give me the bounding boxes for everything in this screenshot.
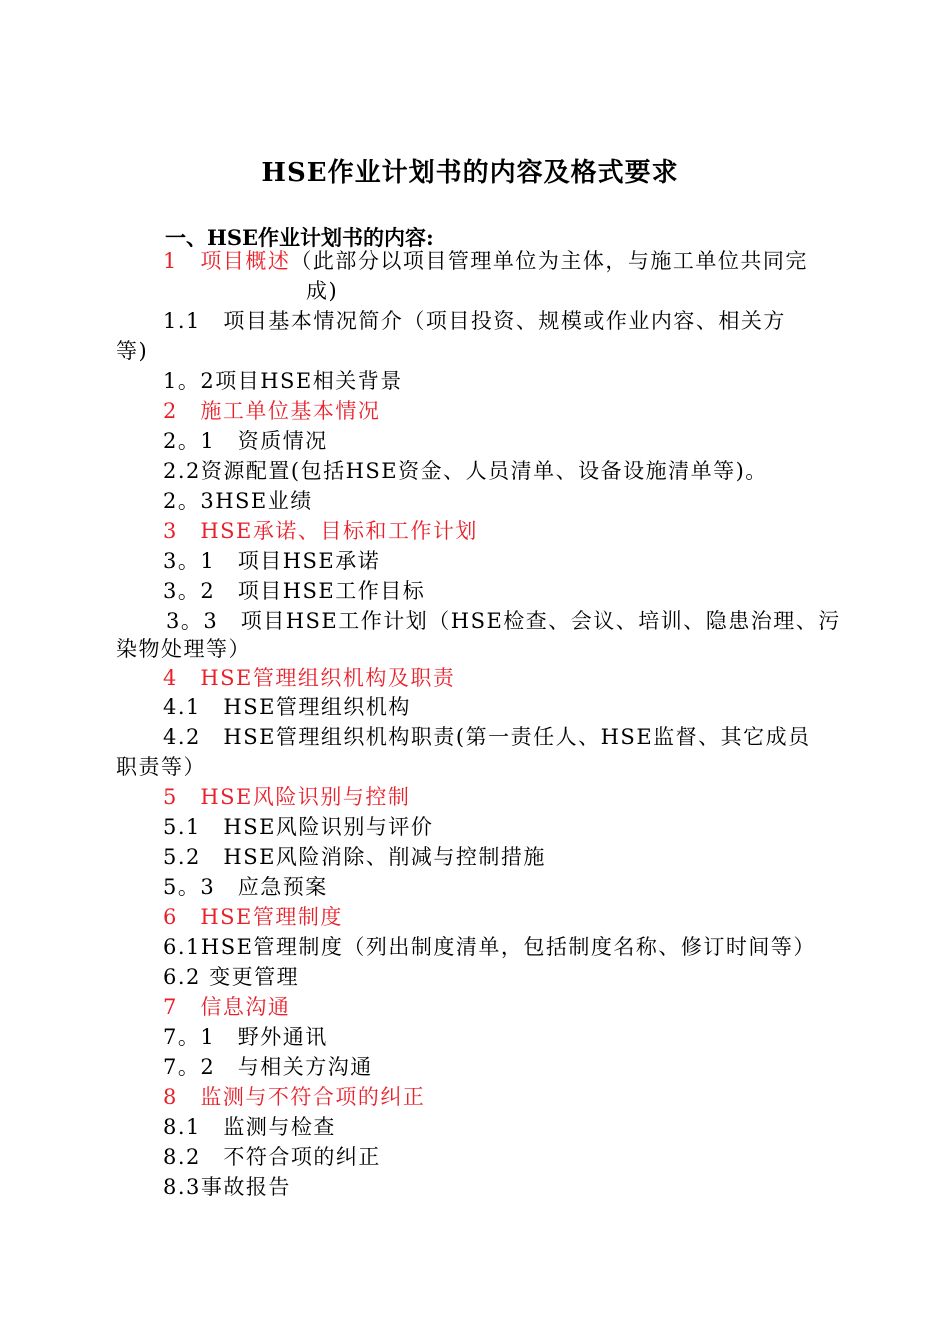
item-3-3: 3。3 项目HSE工作计划（HSE检查、会议、培训、隐患治理、污 [166, 609, 841, 633]
item-5-3: 5。3 应急预案 [163, 875, 328, 899]
page-title: HSE作业计划书的内容及格式要求 [261, 158, 679, 188]
item-1-note: （此部分以项目管理单位为主体，与施工单位共同完 [290, 249, 808, 273]
item-4-heading: 4 HSE管理组织机构及职责 [163, 666, 456, 690]
item-2-1: 2。1 资质情况 [163, 429, 328, 453]
item-1-line [163, 246, 808, 276]
item-1-2: 1。2项目HSE相关背景 [163, 369, 403, 393]
item-2-heading: 2 施工单位基本情况 [163, 399, 381, 423]
item-7-1: 7。1 野外通讯 [163, 1025, 328, 1049]
item-1-1: 1.1 项目基本情况简介（项目投资、规模或作业内容、相关方 [163, 309, 786, 333]
item-8-1: 8.1 监测与检查 [163, 1115, 336, 1139]
item-4-2-cont: 职责等） [116, 755, 206, 779]
item-3-1: 3。1 项目HSE承诺 [163, 549, 381, 573]
item-4-1: 4.1 HSE管理组织机构 [163, 695, 411, 719]
item-7-2: 7。2 与相关方沟通 [163, 1055, 373, 1079]
item-1-1-cont: 等) [116, 339, 149, 363]
item-6-1: 6.1HSE管理制度（列出制度清单，包括制度名称、修订时间等） [163, 935, 816, 959]
item-2-3: 2。3HSE业绩 [163, 489, 313, 513]
item-3-heading: 3 HSE承诺、目标和工作计划 [163, 519, 478, 543]
item-4-2: 4.2 HSE管理组织机构职责(第一责任人、HSE监督、其它成员 [163, 725, 811, 749]
item-2-2: 2.2资源配置(包括HSE资金、人员清单、设备设施清单等)。 [163, 459, 768, 483]
item-3-2: 3。2 项目HSE工作目标 [163, 579, 426, 603]
item-3-3-cont: 染物处理等） [116, 637, 251, 661]
item-6-2: 6.2 变更管理 [163, 965, 300, 989]
item-1-note-cont: 成) [306, 279, 339, 303]
item-6-heading: 6 HSE管理制度 [163, 905, 343, 929]
item-8-3: 8.3事故报告 [163, 1175, 291, 1199]
item-1-heading: 1 项目概述 [163, 249, 291, 273]
item-7-heading: 7 信息沟通 [163, 995, 291, 1019]
section-heading: 一、HSE作业计划书的内容: [165, 225, 434, 250]
item-8-2: 8.2 不符合项的纠正 [163, 1145, 381, 1169]
item-5-heading: 5 HSE风险识别与控制 [163, 785, 411, 809]
item-5-1: 5.1 HSE风险识别与评价 [163, 815, 434, 839]
item-5-2: 5.2 HSE风险消除、削减与控制措施 [163, 845, 546, 869]
item-8-heading: 8 监测与不符合项的纠正 [163, 1085, 426, 1109]
